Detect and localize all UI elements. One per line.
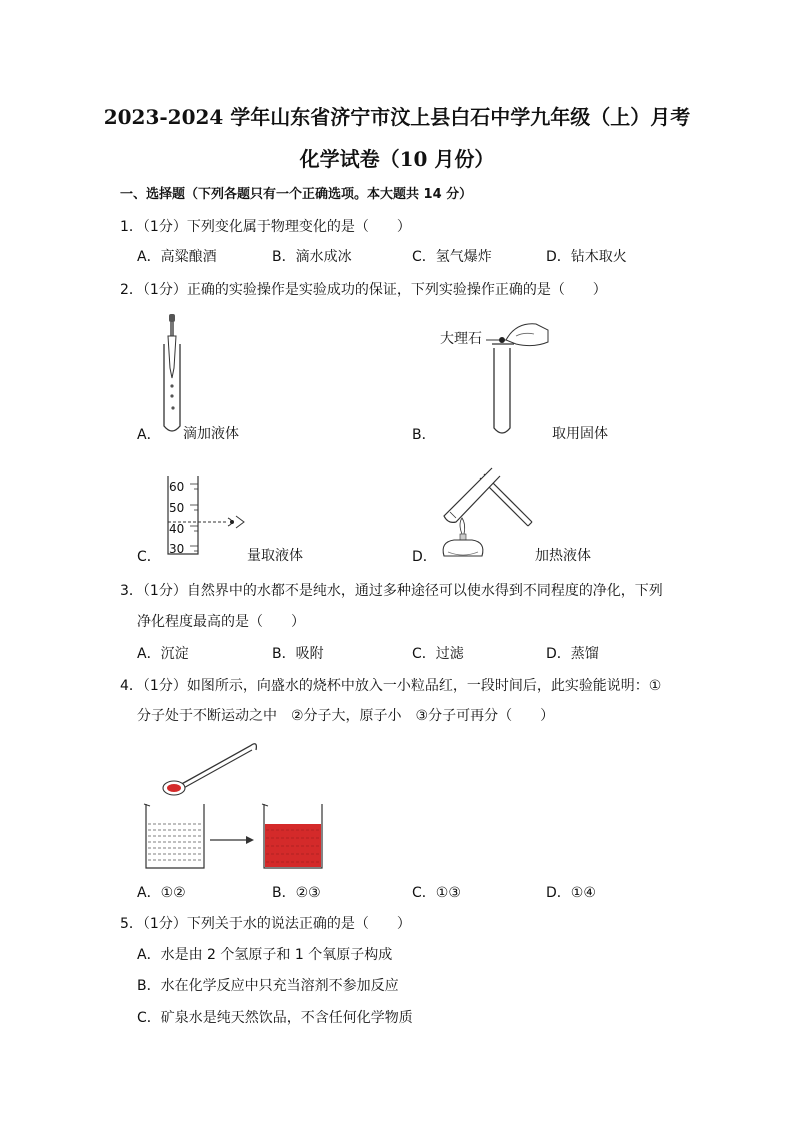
figure-d-label: 加热液体 bbox=[535, 548, 591, 564]
cylinder-tick-30: 30 bbox=[169, 542, 185, 556]
question-4-stem-line2: 分子处于不断运动之中 ②分子大，原子小 ③分子可再分（ ） bbox=[137, 708, 555, 724]
question-3-stem-line2: 净化程度最高的是（ ） bbox=[137, 614, 305, 630]
q3-option-b: B．吸附 bbox=[272, 646, 324, 662]
q1-option-a: A．高粱酿酒 bbox=[137, 249, 217, 265]
q3-option-a: A．沉淀 bbox=[137, 646, 189, 662]
figure-c-label: 量取液体 bbox=[247, 548, 303, 564]
dye-diffusion-figure bbox=[142, 738, 328, 872]
figure-b-label: 取用固体 bbox=[552, 426, 608, 442]
cylinder-tick-40: 40 bbox=[169, 522, 185, 536]
q2-option-c: C． bbox=[137, 549, 161, 565]
question-1-stem: 1．（1分）下列变化属于物理变化的是（ ） bbox=[120, 219, 411, 235]
exam-title-line2: 化学试卷（10 月份） bbox=[299, 147, 495, 171]
marble-label: 大理石 bbox=[440, 331, 482, 347]
question-3-stem-line1: 3．（1分）自然界中的水都不是纯水，通过多种途径可以使水得到不同程度的净化，下列 bbox=[120, 583, 663, 599]
alcohol-lamp-heating-figure bbox=[436, 462, 540, 564]
exam-title-line1: 2023-2024 学年山东省济宁市汶上县白石中学九年级（上）月考 bbox=[103, 105, 691, 129]
q4-option-b: B．②③ bbox=[272, 885, 321, 901]
dropper-figure bbox=[160, 314, 200, 438]
q1-option-b: B．滴水成冰 bbox=[272, 249, 352, 265]
q4-option-a: A．①② bbox=[137, 885, 186, 901]
marble-testtube-figure bbox=[486, 318, 554, 438]
q2-option-d: D． bbox=[412, 549, 437, 565]
q3-option-c: C．过滤 bbox=[412, 646, 464, 662]
question-5-stem: 5．（1分）下列关于水的说法正确的是（ ） bbox=[120, 916, 411, 932]
question-4-stem-line1: 4．（1分）如图所示，向盛水的烧杯中放入一小粒品红，一段时间后，此实验能说明：① bbox=[120, 678, 662, 694]
cylinder-tick-50: 50 bbox=[169, 501, 185, 515]
q1-option-d: D．钻木取火 bbox=[546, 249, 627, 265]
q5-option-a: A．水是由 2 个氢原子和 1 个氧原子构成 bbox=[137, 947, 393, 963]
q3-option-d: D．蒸馏 bbox=[546, 646, 599, 662]
cylinder-tick-60: 60 bbox=[169, 480, 185, 494]
question-2-stem: 2．（1分）正确的实验操作是实验成功的保证，下列实验操作正确的是（ ） bbox=[120, 282, 607, 298]
q5-option-c: C．矿泉水是纯天然饮品，不含任何化学物质 bbox=[137, 1010, 413, 1026]
q5-option-b: B．水在化学反应中只充当溶剂不参加反应 bbox=[137, 978, 399, 994]
section-heading: 一、选择题（下列各题只有一个正确选项。本大题共 14 分） bbox=[120, 187, 473, 202]
q4-option-d: D．①④ bbox=[546, 885, 596, 901]
q2-option-a: A． bbox=[137, 427, 161, 443]
q1-option-c: C．氢气爆炸 bbox=[412, 249, 492, 265]
q4-option-c: C．①③ bbox=[412, 885, 461, 901]
figure-a-label: 滴加液体 bbox=[183, 426, 239, 442]
q2-option-b: B． bbox=[412, 427, 436, 443]
